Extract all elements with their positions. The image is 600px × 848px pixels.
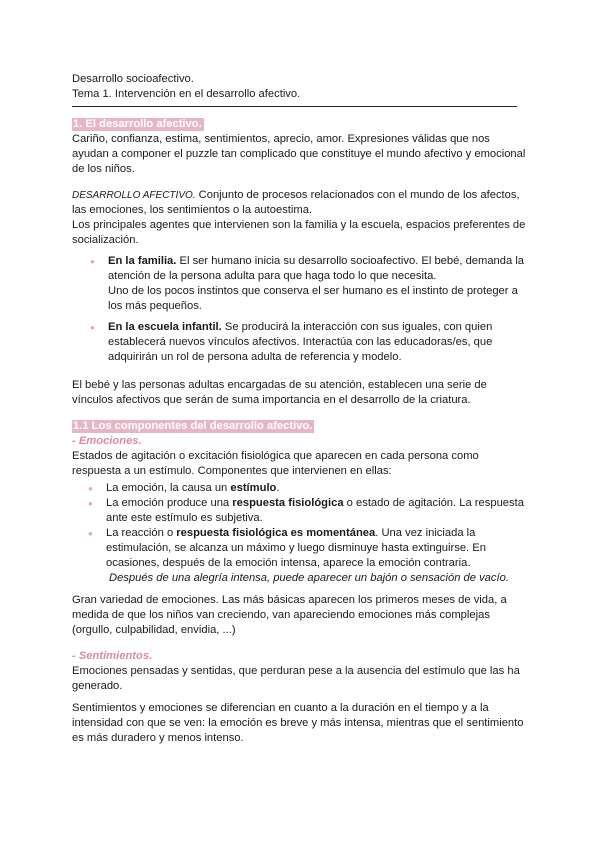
list-item-family: [108, 254, 527, 314]
item-text: .: [276, 482, 280, 494]
sentimientos-diff: Sentimientos y emociones se diferencian en cuanto a la duración en el tiempo y a la intensidad con que se ven: la emoción es breve y más intensa, mientras que el sentimiento es más duradero y menos intenso.: [72, 702, 524, 744]
sentimientos-label: - Sentimientos.: [72, 650, 153, 662]
section-heading-1-1: [72, 419, 527, 434]
item-bold: estímulo: [230, 482, 277, 494]
intro-paragraph: Cariño, confianza, estima, sentimientos, aprecio, amor. Expresiones válidas que nos ayudan a componer el puzzle tan complicado que constituye el mundo afectivo y emocional de los niños.: [72, 133, 526, 175]
closing-paragraph: El bebé y las personas adultas encargadas de su atención, establecen una serie de vínculos afectivos que serán de suma importancia en el desarrollo de la criatura.: [72, 379, 487, 406]
item-text: La emoción, la causa un: [106, 482, 231, 494]
definition-text: Conjunto de procesos relacionados con el mundo de los afectos, las emociones, los sentimientos o la autoestima.: [72, 189, 520, 216]
example-text: Después de una alegría intensa, puede aparecer un bajón o sensación de vacío.: [109, 572, 509, 584]
sentimientos-def: Emociones pensadas y sentidas, que perduran pese a la ausencia del estímulo que las ha generado.: [72, 665, 520, 692]
document-page: [72, 72, 527, 746]
variety-paragraph: Gran variedad de emociones. Las más básicas aparecen los primeros meses de vida, a medida de que los niños van creciendo, van apareciendo emociones más complejas (orgullo, culpabilidad, envidia, ...): [72, 594, 507, 636]
school-label: En la escuela infantil.: [108, 321, 222, 333]
agents-paragraph: Los principales agentes que intervienen son la familia y la escuela, espacios preferentes de socialización.: [72, 219, 526, 246]
section-heading-1-1-label: 1.1 Los componentes del desarrollo afectivo.: [73, 420, 313, 432]
item-text: . Una vez iniciada la estimulación, se alcanza un máximo y luego disminuye hasta extinguirse. En ocasiones, después de la emoción intensa, aparece la emoción contraria.: [106, 527, 486, 569]
header-divider: [72, 106, 517, 107]
definition-term: DESARROLLO AFECTIVO.: [72, 190, 196, 201]
emociones-intro: Estados de agitación o excitación fisiológica que aparecen en cada persona como respuesta a un estímulo. Componentes que intervienen en ellas:: [72, 450, 479, 477]
definition-paragraph: [72, 188, 527, 218]
agents-list: [72, 254, 527, 365]
list-item-school: [108, 320, 527, 365]
item-text: La reacción o: [106, 527, 177, 539]
item-text: o estado de agitación. La respuesta ante este estímulo es subjetiva.: [106, 497, 524, 524]
section-heading-1: [72, 117, 527, 132]
list-item-momentanea: [106, 526, 527, 571]
family-label: En la familia.: [108, 255, 177, 267]
item-bold: respuesta fisiológica: [232, 497, 344, 509]
topic-title: Tema 1. Intervención en el desarrollo afectivo.: [72, 88, 301, 100]
emociones-list: [72, 481, 527, 571]
section-heading-1-label: 1. El desarrollo afectivo.: [73, 118, 202, 130]
list-item-respuesta: [106, 496, 527, 526]
item-text: La emoción produce una: [106, 497, 233, 509]
item-bold: respuesta fisiológica es momentánea: [176, 527, 376, 539]
family-extra: Uno de los pocos instintos que conserva el ser humano es el instinto de proteger a los más pequeños.: [108, 285, 518, 312]
list-item-estimulo: [106, 481, 527, 496]
emociones-label: - Emociones.: [72, 435, 142, 447]
school-text: Se producirá la interacción con sus iguales, con quien establecerá nuevos vínculos afectivos. Interactúa con las educadoras/es, que adquirirán un rol de persona adulta de referencia y modelo.: [108, 321, 493, 363]
family-text: El ser humano inicia su desarrollo socioafectivo. El bebé, demanda la atención de la persona adulta para que haga todo lo que necesita.: [108, 255, 525, 282]
subject-title: Desarrollo socioafectivo.: [72, 73, 194, 85]
